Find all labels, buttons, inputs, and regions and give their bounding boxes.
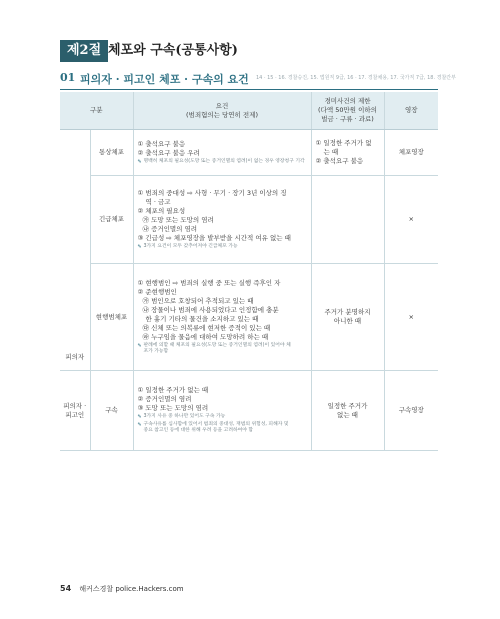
note-text: 3가지 요건이 모두 갖추어져야 긴급체포 가능 — [143, 243, 238, 249]
row-minor-flagrante — [311, 264, 384, 371]
section-reference: 14 · 15 · 16. 경찰승진, 15. 법원직 9급, 16 · 17. 경찰채용, 17. 국가직 7급, 18. 경찰간부 — [256, 75, 456, 81]
condition-item: ② 준현행범인 — [137, 287, 177, 296]
minor-item: 일정한 주거가 — [327, 401, 368, 410]
condition-subitem: ㉮ 도망 또는 도망의 염려 — [142, 215, 214, 224]
note-text: 판례에 의할 때 체포의 필요성(도망 또는 증거인멸의 염려)이 있어야 체 — [143, 342, 291, 348]
condition-item: ① 범죄의 중대성 ⇨ 사형 · 무기 · 장기 3년 이상의 징 — [137, 188, 287, 197]
row-minor-arrest-warrant — [311, 130, 384, 176]
condition-subitem: ㉱ 누구임을 물음에 대하여 도망하려 하는 때 — [142, 332, 269, 341]
row-type-detention: 구속 — [90, 371, 133, 451]
condition-item: ③ 도망 또는 도망의 염려 — [137, 404, 209, 413]
condition-item: ① 출석요구 불응 — [137, 139, 186, 148]
section-divider — [60, 89, 438, 90]
note-text: 구속사유를 심사함에 있어서 범죄의 중대성, 재범의 위험성, 피해자 및 — [143, 421, 289, 427]
condition-item: ② 증거인멸의 염려 — [137, 395, 192, 404]
header-minor-line2: (다액 50만원 이하의 — [318, 106, 377, 114]
note — [138, 244, 308, 251]
condition-subitem: ㉰ 신체 또는 의복류에 현저한 증적이 있는 때 — [142, 323, 271, 332]
minor-item: 아니한 때 — [333, 317, 362, 325]
condition-subitem: 한 흉기 기타의 물건을 소지하고 있는 때 — [145, 314, 259, 323]
table-header-row — [60, 92, 438, 130]
condition-subitem: ㉮ 범인으로 호창되어 추적되고 있는 때 — [142, 296, 254, 305]
header-requirements-sub: (범죄혐의는 당연히 전제) — [186, 110, 258, 119]
arrest-requirements-table — [60, 92, 438, 451]
row-warrant-flagrante: × — [384, 264, 438, 371]
pencil-icon: ✎ — [137, 243, 142, 250]
condition-item: ① 일정한 주거가 없는 때 — [137, 386, 209, 395]
table-row — [60, 371, 438, 451]
condition-subitem: ㉯ 장물이나 범죄에 사용되었다고 인정함에 충분 — [142, 305, 279, 314]
row-minor-detention — [311, 371, 384, 451]
note-text: 3가지 사유 중 하나만 있어도 구속 가능 — [143, 414, 226, 420]
section-number: 01 — [60, 71, 76, 84]
pencil-icon: ✎ — [137, 414, 142, 421]
header-category: 구분 — [60, 92, 133, 130]
group-suspect-defendant — [60, 371, 90, 451]
chapter-badge: 제2절 — [60, 40, 108, 62]
row-conditions-detention — [133, 371, 311, 451]
chapter-title: 체포와 구속(공통사항) — [108, 43, 238, 58]
condition-item: ② 체포의 필요성 — [137, 206, 186, 215]
header-minor-line1: 경미사건의 제한 — [324, 97, 371, 105]
condition-item: ① 현행범인 ⇨ 범죄의 실행 중 또는 실행 즉후인 자 — [137, 278, 281, 287]
note — [138, 414, 308, 421]
pencil-icon: ✎ — [137, 421, 142, 428]
minor-item: 없는 때 — [337, 410, 358, 419]
condition-item: ③ 긴급성 ⇨ 체포영장을 발부받을 시간적 여유 없는 때 — [137, 233, 291, 242]
note — [138, 422, 308, 435]
row-warrant-emergency: × — [384, 176, 438, 264]
row-conditions-arrest-warrant — [133, 130, 311, 176]
condition-item: 역 · 금고 — [145, 197, 171, 206]
minor-item: ① 일정한 주거가 없 — [315, 139, 372, 147]
row-warrant-arrest-warrant: 체포영장 — [384, 130, 438, 176]
page-footer — [60, 584, 184, 594]
group-label: 피고인 — [65, 410, 85, 419]
minor-item: ② 출석요구 불응 — [315, 157, 364, 165]
row-conditions-emergency — [133, 176, 311, 264]
header-minor-line3: 벌금 · 구류 · 과료) — [321, 115, 374, 123]
note — [138, 343, 308, 356]
note-text: 명백히 체포의 필요성(도망 또는 증거인멸의 염려)이 없는 경우 영장청구 기각 — [143, 158, 305, 164]
row-minor-emergency — [311, 176, 384, 264]
note-text: 포가 가능함 — [143, 349, 169, 354]
section-title: 피의자 · 피고인 체포 · 구속의 요건 — [80, 73, 249, 86]
footer-text: 해커스경찰 police.Hackers.com — [79, 585, 184, 593]
table-row — [60, 176, 438, 264]
minor-item: 주거가 분명하지 — [324, 308, 371, 316]
table-row — [60, 264, 438, 371]
table-row — [60, 130, 438, 176]
group-suspect: 피의자 — [60, 130, 90, 371]
row-type-arrest-warrant: 통상체포 — [90, 130, 133, 176]
pencil-icon: ✎ — [137, 158, 142, 165]
minor-item: 는 때 — [323, 148, 339, 156]
header-warrant: 영장 — [384, 92, 438, 130]
group-label: 피의자 · — [63, 401, 87, 410]
row-warrant-detention: 구속영장 — [384, 371, 438, 451]
note — [138, 159, 308, 166]
condition-item: ② 출석요구 불응 우려 — [137, 148, 200, 157]
note-text: 중요 참고인 등에 대한 위해 우려 등을 고려하여야 함 — [143, 428, 254, 434]
header-requirements — [133, 92, 311, 130]
page-number: 54 — [60, 584, 72, 593]
row-type-flagrante: 현행범체포 — [90, 264, 133, 371]
condition-subitem: ㉯ 증거인멸의 염려 — [142, 224, 198, 233]
row-type-emergency: 긴급체포 — [90, 176, 133, 264]
header-requirements-title: 요건 — [215, 101, 229, 110]
header-minor-case — [311, 92, 384, 130]
pencil-icon: ✎ — [137, 342, 142, 349]
row-conditions-flagrante — [133, 264, 311, 371]
